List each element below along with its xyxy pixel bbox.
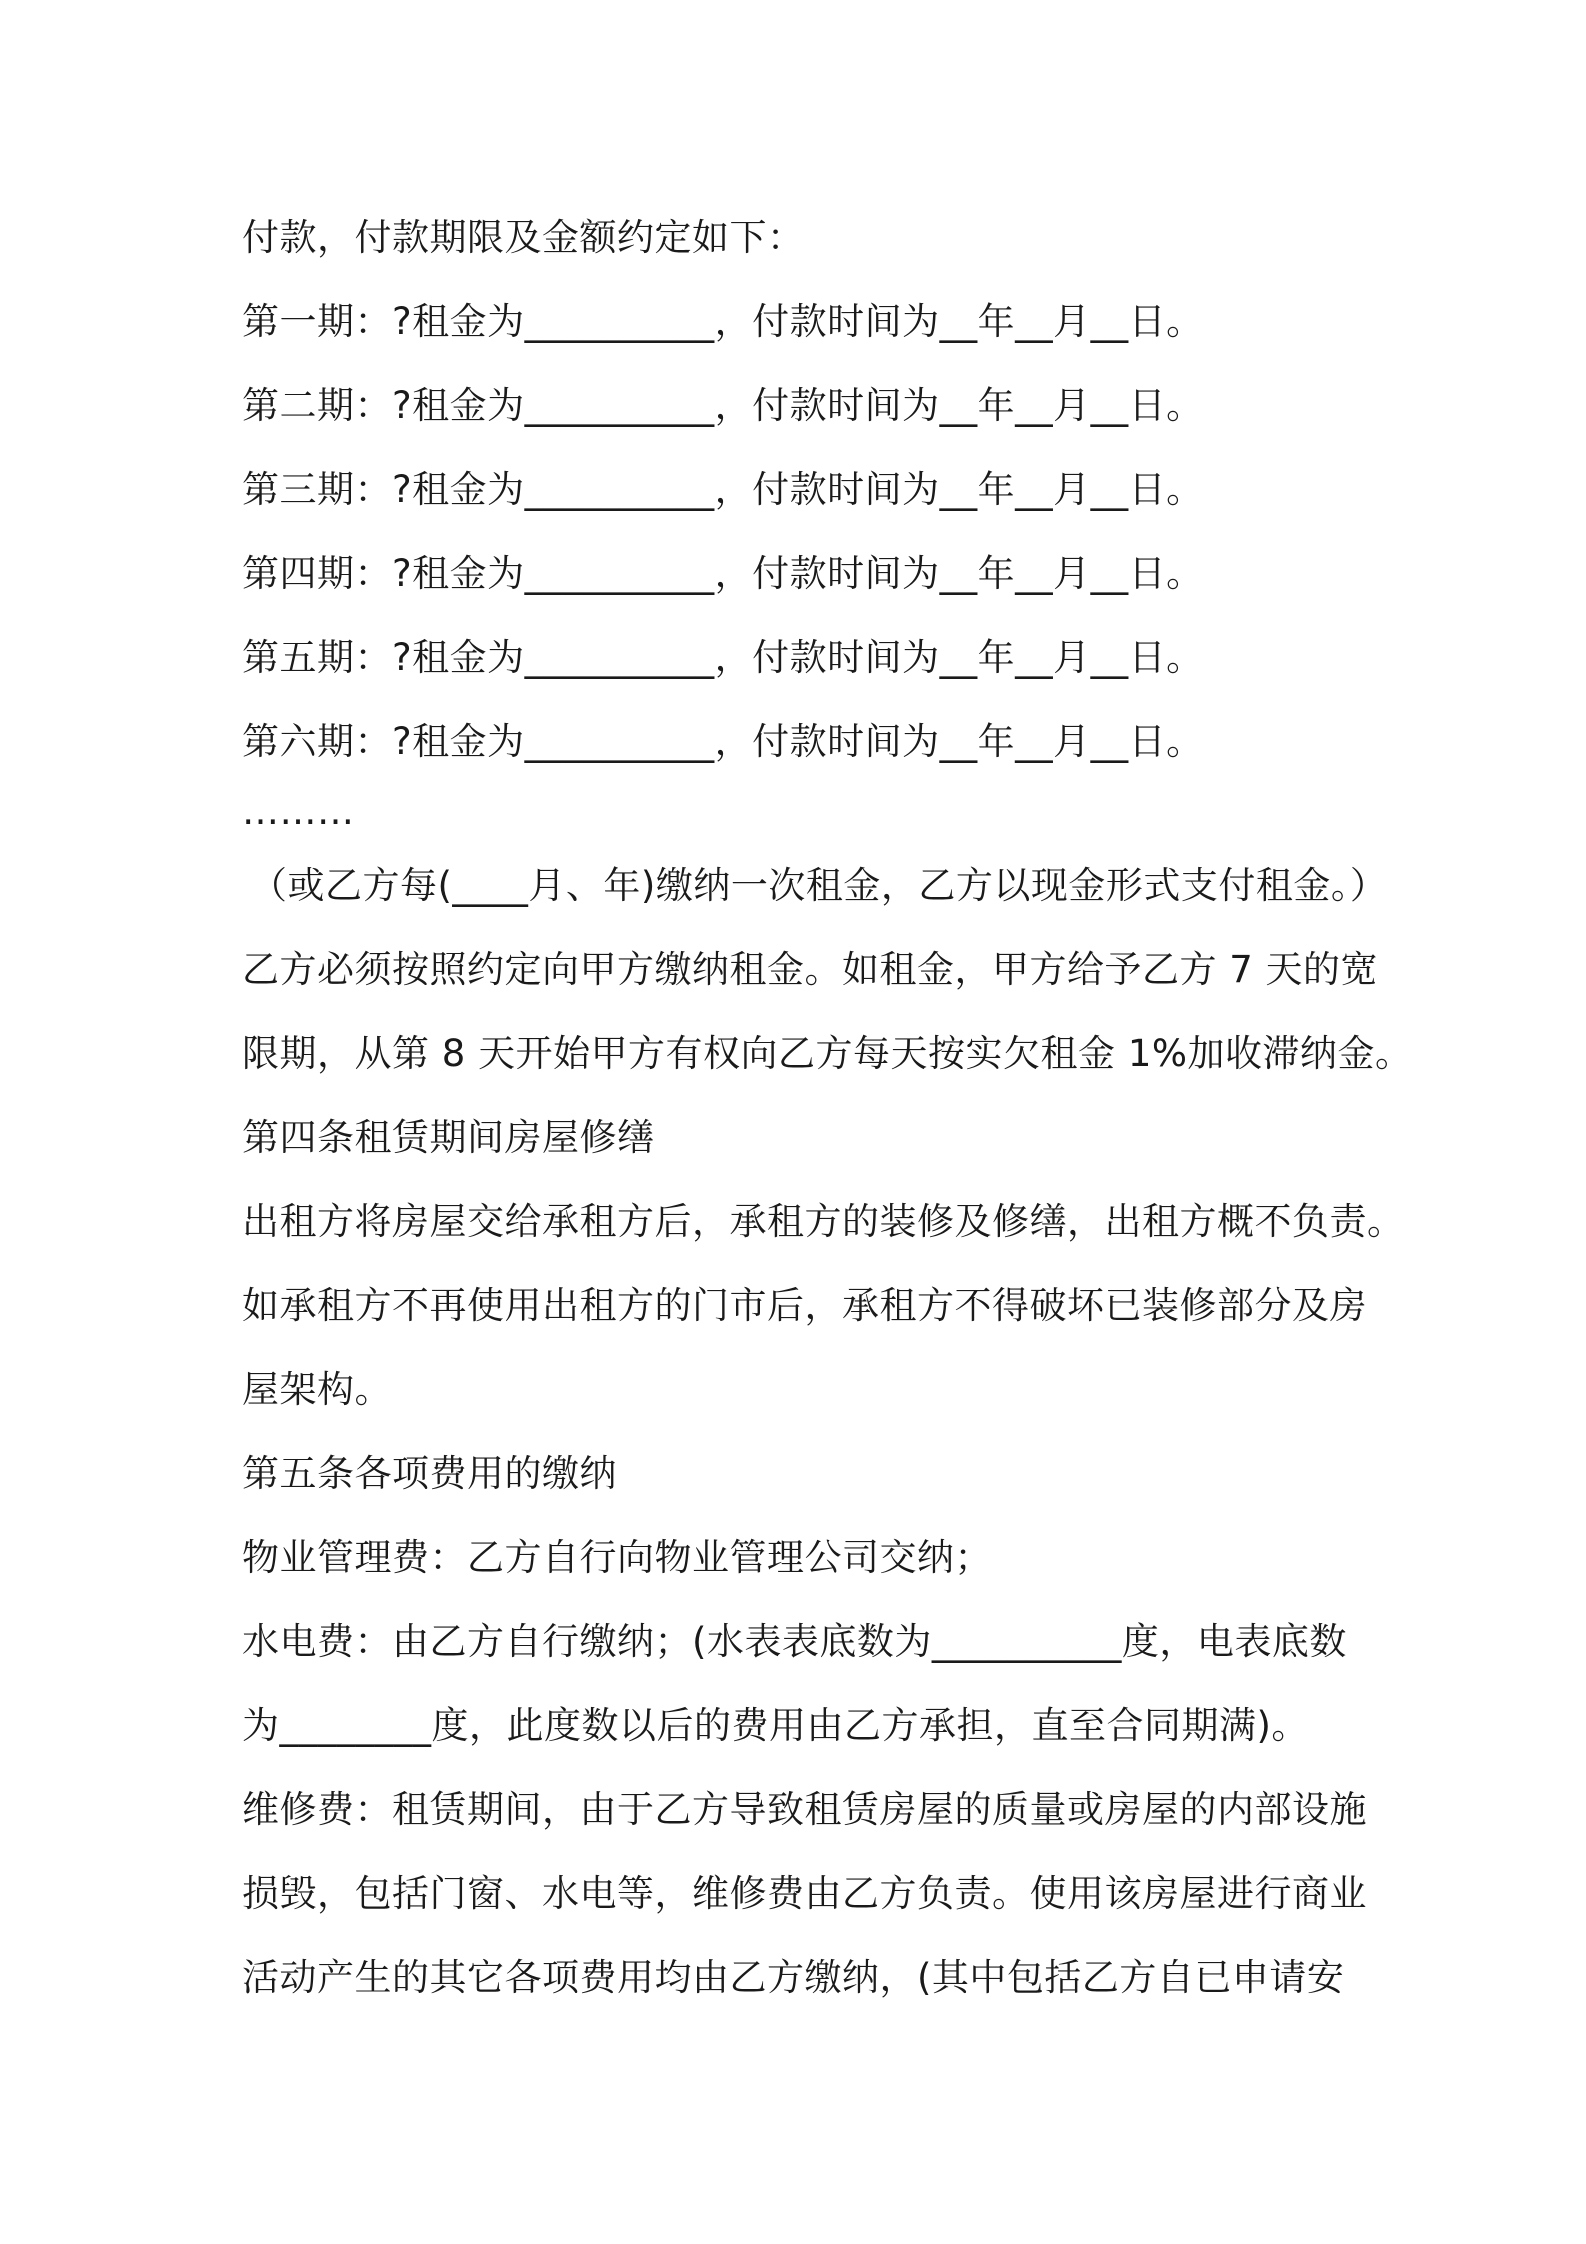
text-line-period-4: 第四期：?租金为__________，付款时间为__年__月__日。 (242, 552, 1204, 595)
text-line-repair-3: 屋架构。 (242, 1368, 392, 1411)
text-line-payment-intro: 付款，付款期限及金额约定如下： (242, 216, 805, 259)
section-heading-article-5: 第五条各项费用的缴纳 (242, 1452, 617, 1495)
text-line-period-1: 第一期：?租金为__________，付款时间为__年__月__日。 (242, 300, 1204, 343)
text-line-ellipsis: ……… (242, 790, 355, 833)
section-heading-article-4: 第四条租赁期间房屋修缮 (242, 1116, 655, 1159)
text-line-grace-2: 限期，从第 8 天开始甲方有权向乙方每天按实欠租金 1%加收滞纳金。 (242, 1032, 1413, 1075)
text-line-repair-2: 如承租方不再使用出租方的门市后，承租方不得破坏已装修部分及房 (242, 1284, 1367, 1327)
text-line-repair-1: 出租方将房屋交给承租方后，承租方的装修及修缮，出租方概不负责。 (242, 1200, 1405, 1243)
text-line-utilities-2: 为________度，此度数以后的费用由乙方承担，直至合同期满)。 (242, 1704, 1309, 1747)
text-line-maintenance-3: 活动产生的其它各项费用均由乙方缴纳，(其中包括乙方自已申请安 (242, 1956, 1345, 1999)
text-line-period-3: 第三期：?租金为__________，付款时间为__年__月__日。 (242, 468, 1204, 511)
text-line-period-2: 第二期：?租金为__________，付款时间为__年__月__日。 (242, 384, 1204, 427)
text-line-grace-1: 乙方必须按照约定向甲方缴纳租金。如租金，甲方给予乙方 7 天的宽 (242, 948, 1379, 991)
text-line-period-5: 第五期：?租金为__________，付款时间为__年__月__日。 (242, 636, 1204, 679)
text-line-utilities-1: 水电费：由乙方自行缴纳；(水表表底数为__________度，电表底数 (242, 1620, 1347, 1663)
text-line-alternative-payment: （或乙方每(____月、年)缴纳一次租金，乙方以现金形式支付租金。） (250, 864, 1388, 907)
text-line-maintenance-1: 维修费：租赁期间，由于乙方导致租赁房屋的质量或房屋的内部设施 (242, 1788, 1367, 1831)
text-line-maintenance-2: 损毁，包括门窗、水电等，维修费由乙方负责。使用该房屋进行商业 (242, 1872, 1367, 1915)
text-line-property-fee: 物业管理费：乙方自行向物业管理公司交纳； (242, 1536, 992, 1579)
document-page (242, 196, 1413, 2020)
text-line-period-6: 第六期：?租金为__________，付款时间为__年__月__日。 (242, 720, 1204, 763)
